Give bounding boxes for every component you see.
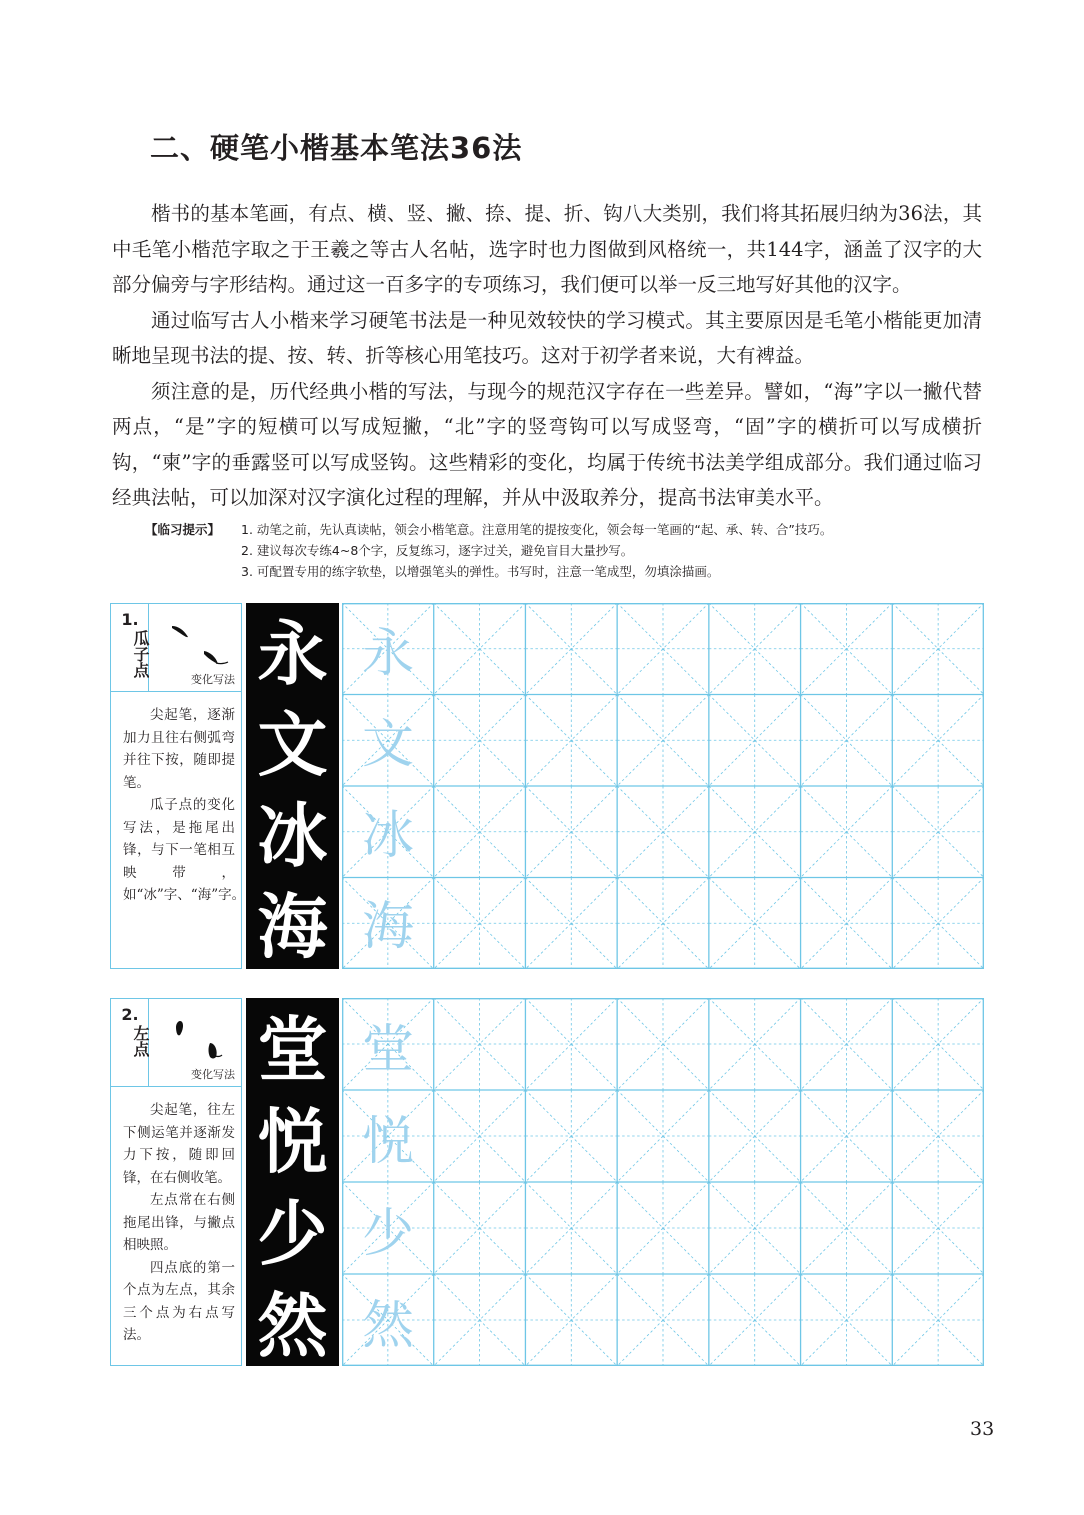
model-character: 冰: [257, 794, 328, 877]
paragraph: 须注意的是，历代经典小楷的写法，与现今的规范汉字存在一些差异。譬如，“海”字以一撇代替两点，“是”字的短横可以写成短撇，“北”字的竖弯钩可以写成竖弯，“固”字的横折可以写成横折钩，“柬”字的垂露竖可以写成竖钩。这些精彩的变化，均属于传统书法美学组成部分。我们通过临习经典法帖，可以加深对汉字演化过程的理解，并从中汲取养分，提高书法审美水平。: [112, 379, 982, 509]
trace-character: 少: [361, 1203, 414, 1264]
tip-item: 1. 动笔之前，先认真读帖，领会小楷笔意。注意用笔的提按变化，领会每一笔画的“起、承、转、合”技巧。: [241, 522, 833, 537]
stroke-section-2: [110, 998, 984, 1366]
paragraph: 通过临写古人小楷来学习硬笔书法是一种见效较快的学习模式。其主要原因是毛笔小楷能更加清晰地呈现书法的提、按、转、折等核心用笔技巧。这对于初学者来说，大有裨益。: [112, 308, 982, 367]
trace-character: 文: [361, 715, 414, 775]
stroke-number: 1.: [121, 610, 139, 629]
model-character: 海: [257, 885, 328, 968]
stroke-demo: [150, 999, 241, 1086]
stroke-info-panel: [110, 998, 242, 1366]
variation-label: 变化写法: [191, 673, 235, 686]
model-character: 文: [257, 703, 328, 786]
tip-item: 3. 可配置专用的练字软垫，以增强笔头的弹性。书写时，注意一笔成型，勿填涂描画。: [241, 564, 720, 579]
trace-character: 冰: [361, 806, 414, 866]
stroke-header: [111, 999, 241, 1087]
model-character: 堂: [257, 1007, 328, 1091]
tips-label: 【临习提示】: [145, 522, 221, 537]
stroke-header: [111, 604, 241, 692]
stroke-number-box: [111, 604, 149, 691]
practice-grid[interactable]: [342, 998, 984, 1366]
description-text: 尖起笔，往左下侧运笔并逐渐发力下按，随即回锋，在右侧收笔。: [123, 1102, 235, 1186]
trace-character: 海: [361, 897, 414, 957]
stroke-name: 左点: [131, 1025, 150, 1057]
tip-item: 2. 建议每次专练4~8个字，反复练习，逐字过关，避免盲目大量抄写。: [241, 543, 634, 558]
description-text: 尖起笔，逐渐加力且往右侧弧弯并往下按，随即提笔。: [123, 707, 235, 791]
variation-label: 变化写法: [191, 1068, 235, 1081]
page-title: 二、硬笔小楷基本笔法36法: [150, 131, 523, 165]
model-character: 然: [257, 1283, 328, 1367]
stroke-description: [123, 704, 246, 907]
model-character-panel: [246, 603, 339, 969]
page-number: 33: [970, 1418, 995, 1440]
trace-character: 悦: [361, 1111, 414, 1172]
paragraph: 楷书的基本笔画，有点、横、竖、撇、捺、提、折、钩八大类别，我们将其拓展归纳为36法，其中毛笔小楷范字取之于王羲之等古人名帖，选字时也力图做到风格统一，共144字，涵盖了汉字的大部分偏旁与字形结构。通过这一百多字的专项练习，我们便可以举一反三地写好其他的汉字。: [112, 202, 982, 296]
stroke-number: 2.: [121, 1005, 139, 1024]
trace-character: 永: [361, 624, 414, 684]
tips-list: [241, 519, 832, 582]
stroke-number-box: [111, 999, 149, 1086]
stroke-demo: [150, 604, 241, 691]
stroke-name: 瓜子点: [131, 630, 150, 678]
stroke-section-1: [110, 603, 984, 969]
practice-grid[interactable]: [342, 603, 984, 969]
trace-character: 堂: [361, 1019, 414, 1080]
stroke-info-panel: [110, 603, 246, 969]
body-text: [112, 196, 982, 516]
mi-grid-lines: [342, 998, 984, 1366]
model-character-panel: [246, 998, 339, 1366]
model-character: 永: [257, 612, 328, 695]
stroke-description: [123, 1099, 235, 1347]
description-text: 瓜子点的变化写法，是拖尾出锋，与下一笔相互映带，如“冰”字、“海”字。: [123, 797, 246, 903]
model-character: 少: [257, 1191, 328, 1275]
description-text: 左点常在右侧拖尾出锋，与撇点相映照。: [123, 1192, 235, 1253]
mi-grid-lines: [342, 603, 984, 969]
model-character: 悦: [257, 1099, 328, 1183]
trace-character: 然: [361, 1295, 414, 1356]
description-text: 四点底的第一个点为左点，其余三个点为右点写法。: [123, 1259, 235, 1343]
